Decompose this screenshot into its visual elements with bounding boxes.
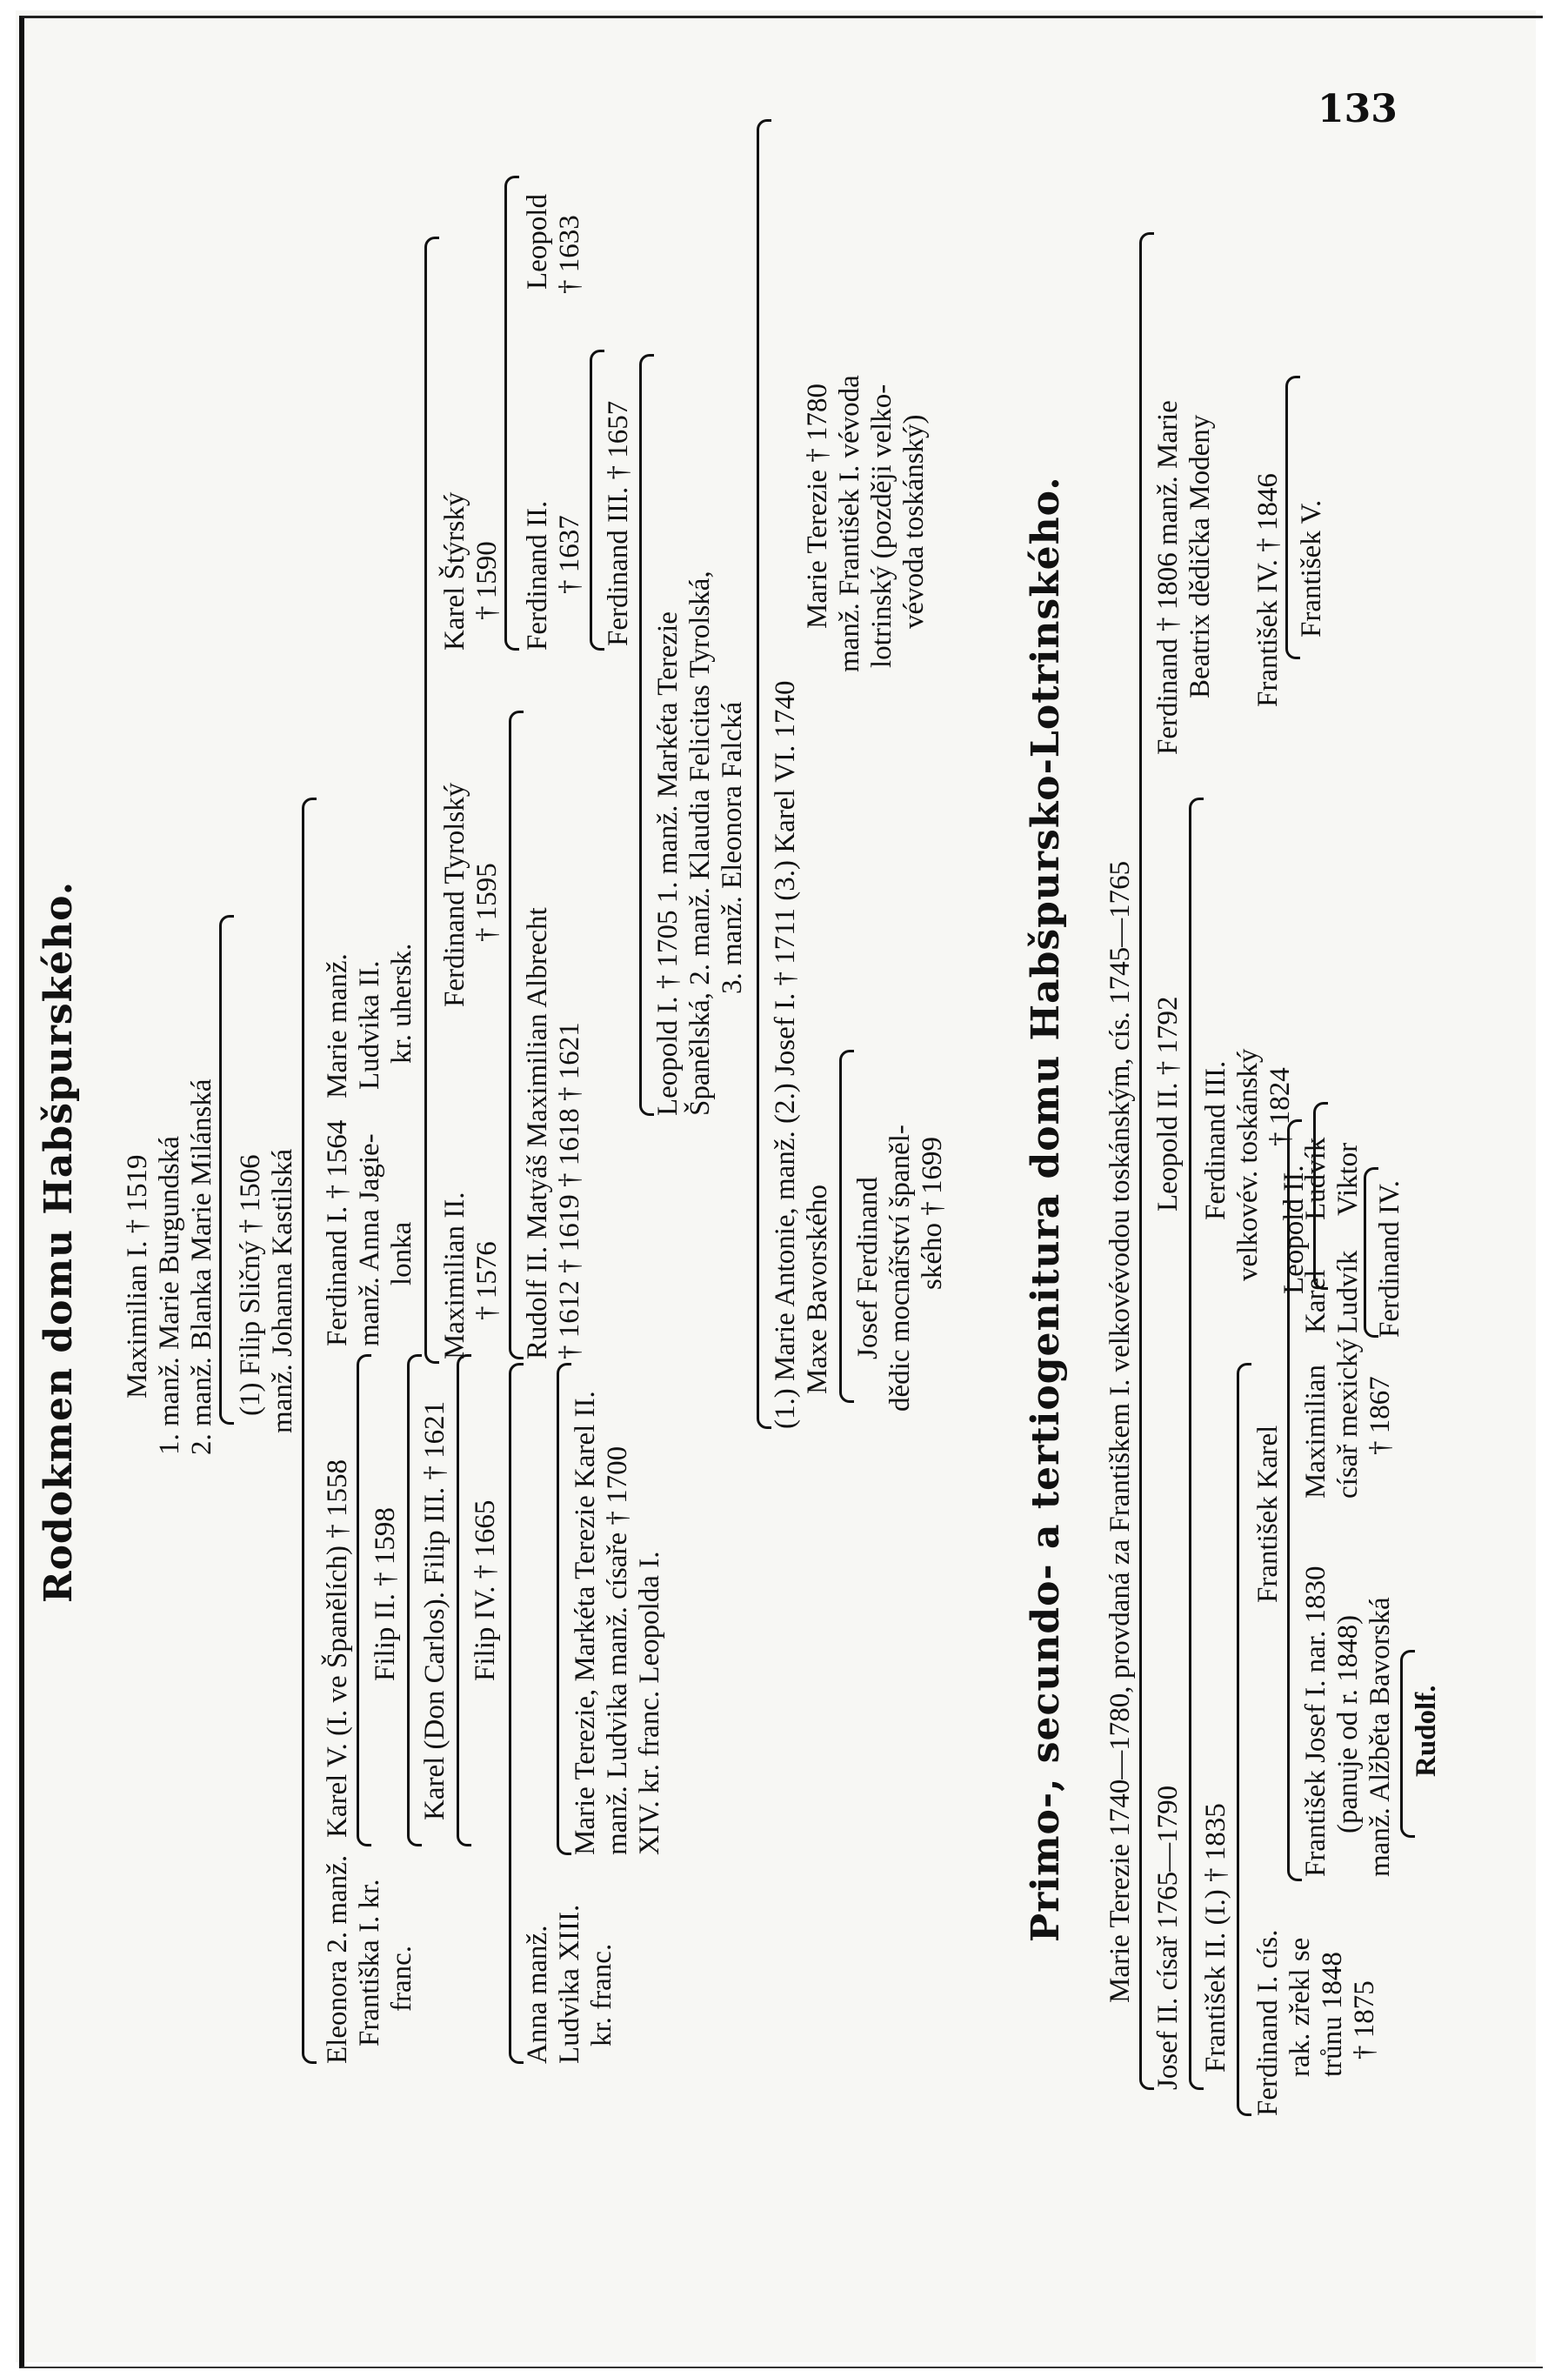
leopold-ii-toscana: Leopold II.	[1278, 1165, 1310, 1294]
ferdinand-i-wife-2: lonka	[386, 1221, 417, 1285]
eleonora-2: Františka I. kr.	[354, 1879, 385, 2046]
leopold: Leopold	[522, 194, 553, 290]
josef-ferdinand-2: dědic mocnářství španěl-	[884, 1125, 916, 1412]
mt-lorraine-4: vévoda toskánský)	[898, 414, 930, 629]
root-wife1: 1. manž. Marie Burgundská	[154, 1136, 185, 1455]
frantisek-josef-i: František Josef I. nar. 1830	[1300, 1566, 1331, 1877]
bracket-frantisek-ii	[1237, 1363, 1251, 2116]
frantisek-josef-i-3: manž. Alžběta Bavorská	[1364, 1597, 1396, 1877]
subtitle-maria-theresa: Marie Terezie 1740—1780, provdaná za Františkem I. velkovévodou toskánským, cís. 1745—1765	[1104, 860, 1136, 2003]
frantisek-v: František V.	[1296, 499, 1327, 638]
eleonora-3: franc.	[386, 1945, 417, 2012]
maximilian-mexicky: Maximilian	[1300, 1365, 1331, 1499]
don-carlos-filip-iii: Karel (Don Carlos). Filip III. † 1621	[419, 1400, 450, 1820]
leopold-death: † 1633	[554, 215, 585, 294]
ferdinand-tyrolsky-death: † 1595	[471, 863, 503, 942]
marie: Marie manž.	[322, 953, 353, 1098]
root-wife2: 2. manž. Blanka Marie Milánská	[186, 1078, 217, 1455]
marie-2: Ludvika II.	[354, 960, 385, 1090]
mt-lorraine-3: lotrinský (později velko-	[866, 384, 897, 668]
karel-styrsky: Karel Štýrský	[439, 491, 470, 651]
anna-2: Ludvika XIII.	[554, 1904, 585, 2064]
ferdinand-i-cisar: Ferdinand I. cís.	[1252, 1929, 1284, 2116]
ferdinand-i: Ferdinand I. † 1564	[322, 1119, 353, 1346]
ferdinand-iii-toscana-3: † 1824	[1264, 1067, 1296, 1146]
bracket-karel-styrsky	[504, 176, 519, 651]
frantisek-karel: František Karel	[1252, 1425, 1284, 1603]
ferdinand-ii: Ferdinand II.	[522, 500, 553, 651]
mt-lorraine-2: manž. František I. vévoda	[834, 375, 865, 672]
maximilian-ii: Maximilian II.	[439, 1192, 470, 1359]
filip-iv: Filip IV. † 1665	[470, 1499, 501, 1681]
page-number: 133	[1318, 87, 1398, 131]
bracket-root	[219, 915, 234, 1425]
ferdinand-tyrolsky: Ferdinand Tyrolský	[439, 782, 470, 1007]
ferdinand-i-cisar-4: † 1875	[1349, 1980, 1380, 2060]
filip-ii: Filip II. † 1598	[370, 1507, 401, 1681]
mt-row-3: XIV. kr. franc. Leopolda I.	[634, 1551, 665, 1855]
karel-ludvik: Karel	[1300, 1269, 1331, 1333]
karel-v: Karel V. (I. ve Španělích) † 1558	[322, 1459, 353, 1838]
ferdinand-iv: Ferdinand IV.	[1374, 1180, 1405, 1338]
leopold-i: Leopold I. † 1705 1. manž. Markéta Terezie	[652, 611, 684, 1116]
ferdinand-i-cisar-2: rak. zřekl se	[1284, 1937, 1316, 2077]
ferdinand-ii-death: † 1637	[554, 515, 585, 594]
filip-slicny: (1) Filip Sličný † 1506	[235, 1154, 266, 1416]
maximilian-mexicky-3: † 1867	[1364, 1376, 1396, 1455]
marie-3: kr. uhersk.	[386, 943, 417, 1064]
ludvik-viktor: Ludvík	[1300, 1137, 1331, 1220]
anna: Anna manž.	[522, 1925, 553, 2064]
maxe-bavorskeho: Maxe Bavorského	[802, 1184, 833, 1394]
ludvik-viktor-2: Viktor	[1332, 1142, 1364, 1216]
ferdinand-iii: Ferdinand III. † 1657	[603, 400, 634, 646]
frantisek-ii: František II. (I.) † 1835	[1200, 1803, 1231, 2073]
eleonora: Eleonora 2. manž.	[322, 1854, 353, 2064]
frantisek-iv: František IV. † 1846	[1252, 473, 1284, 707]
karel-ludvik-2: Ludvík	[1332, 1250, 1364, 1333]
rudolf-row-deaths: † 1612 † 1619 † 1618 † 1621	[554, 1022, 585, 1359]
rudolf: Rudolf.	[1411, 1685, 1442, 1777]
josef-ferdinand-3: ského † 1699	[917, 1137, 948, 1290]
title-habsburg: Rodokmen domu Habšpurského.	[37, 880, 81, 1603]
leopold-i-children: (1.) Marie Antonie, manž. (2.) Josef I. † 1711 (3.) Karel VI. 1740	[770, 680, 801, 1429]
bracket-ferdinand-i	[424, 237, 439, 1364]
mt-lorraine-1: Marie Terezie † 1780	[802, 383, 833, 629]
ferdinand-modena: Ferdinand † 1806 manž. Marie	[1152, 400, 1184, 755]
rudolf-row-names: Rudolf II. Matyáš Maximilian Albrecht	[522, 907, 553, 1359]
filip-wife: manž. Johanna Kastilská	[267, 1148, 298, 1433]
leopold-i-3: 3. manž. Eleonora Falcká	[717, 701, 748, 994]
anna-3: kr. franc.	[586, 1943, 617, 2046]
mt-row-2: manž. Ludvika manž. císaře † 1700	[602, 1446, 633, 1855]
josef-ferdinand: Josef Ferdinand	[852, 1177, 884, 1359]
josef-ii: Josef II. císař 1765—1790	[1152, 1785, 1184, 2090]
title-primogenitura: Primo-, secundo- a tertiogenitura domu Habšpursko-Lotrinského.	[1024, 476, 1068, 1942]
root-maximilian: Maximilian I. † 1519	[122, 1154, 153, 1399]
ferdinand-iii-toscana-2: velkovév. toskánský	[1232, 1048, 1264, 1281]
bracket-filip	[302, 798, 317, 2064]
frantisek-josef-i-2: (panuje od r. 1848)	[1332, 1614, 1364, 1833]
ferdinand-iii-toscana: Ferdinand III.	[1200, 1060, 1231, 1220]
karel-styrsky-death: † 1590	[471, 541, 503, 620]
leopold-i-2: Španělská, 2. manž. Klaudia Felicitas Tyrolská,	[684, 571, 716, 1116]
ferdinand-i-wife: manž. Anna Jagie-	[354, 1133, 385, 1346]
mt-row-1: Marie Terezie, Markéta Terezie Karel II.	[570, 1391, 601, 1855]
ferdinand-i-cisar-3: trůnu 1848	[1317, 1952, 1348, 2077]
ferdinand-modena-2: Beatrix dědička Modeny	[1184, 414, 1216, 698]
maximilian-mexicky-2: císař mexický	[1332, 1338, 1364, 1499]
leopold-ii: Leopold II. † 1792	[1152, 996, 1184, 1212]
maximilian-ii-death: † 1576	[471, 1241, 503, 1320]
